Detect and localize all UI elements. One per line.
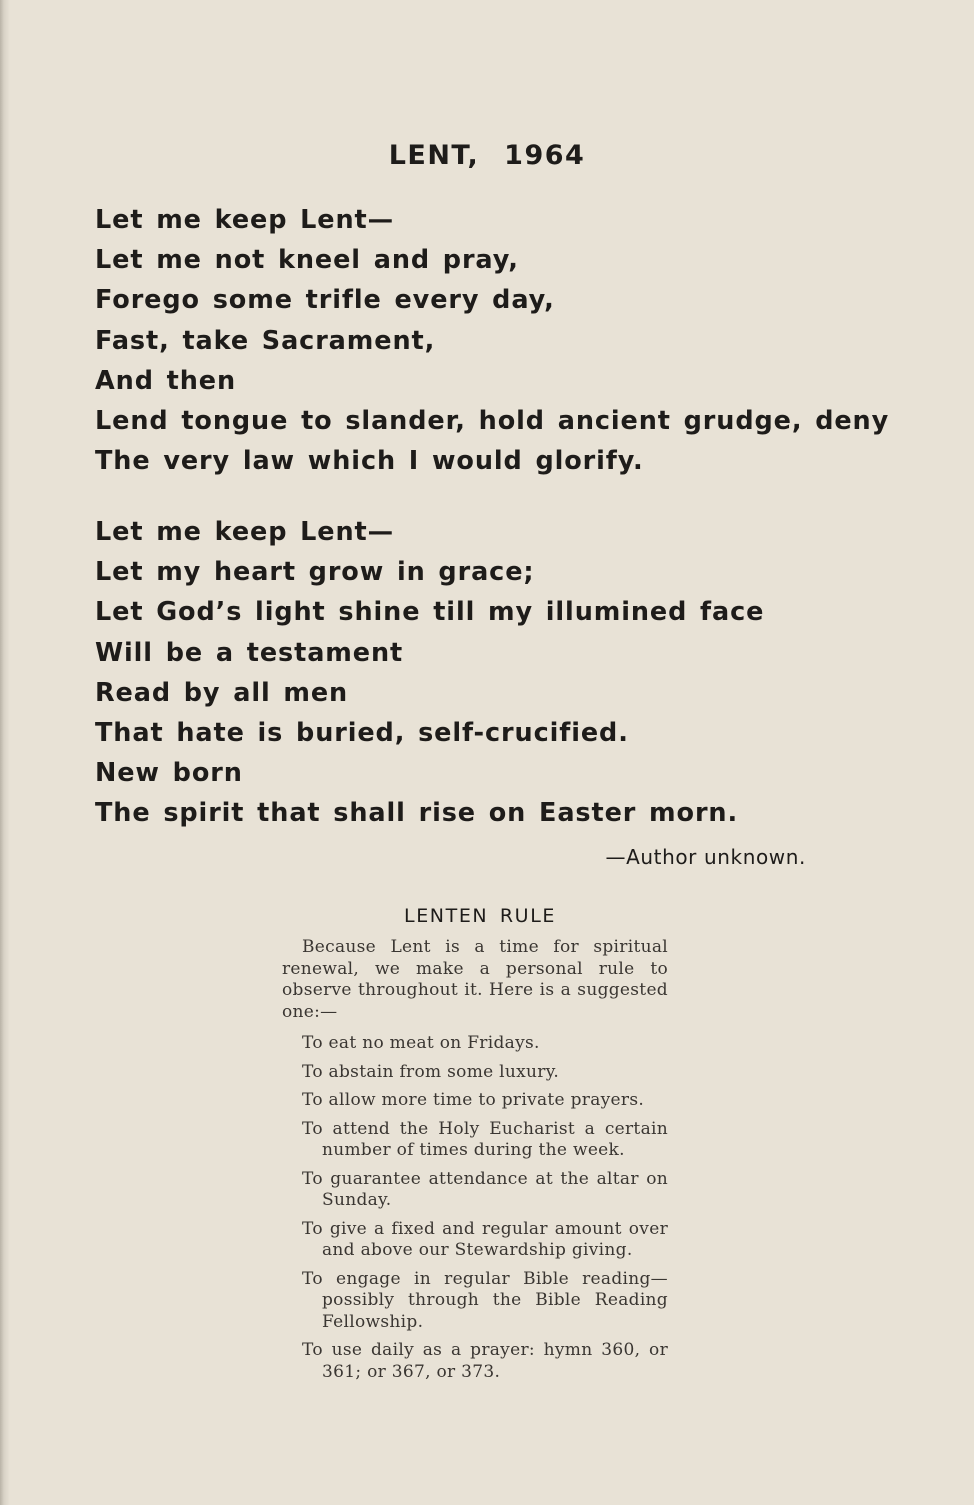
poem-line: Forego some trifle every day, xyxy=(95,285,555,316)
poem-stanza-2 xyxy=(95,512,915,834)
lenten-rule-list xyxy=(282,1033,668,1383)
rule-item: To engage in regular Bible reading—possibly through the Bible Reading Fellowship. xyxy=(302,1268,668,1332)
poem-line: The very law which I would glorify. xyxy=(95,446,644,477)
poem-line: Let me keep Lent— xyxy=(95,205,395,235)
poem-line: Let my heart grow in grace; xyxy=(95,557,535,588)
rule-item: To abstain from some luxury. xyxy=(302,1061,560,1082)
poem-line: The spirit that shall rise on Easter morn. xyxy=(95,798,739,829)
lenten-rule-title: LENTEN RULE xyxy=(404,905,556,927)
page-edge-shadow xyxy=(0,0,10,1505)
poem-title: LENT, 1964 xyxy=(388,140,586,171)
poem-line: Read by all men xyxy=(95,677,349,708)
poem-line: And then xyxy=(95,365,237,396)
poem-stanza-1 xyxy=(95,200,915,481)
rule-item: To give a fixed and regular amount over and above our Stewardship giving. xyxy=(302,1218,668,1260)
poem-line: Fast, take Sacrament, xyxy=(95,325,436,356)
rule-item: To allow more time to private prayers. xyxy=(302,1090,645,1110)
poem-line: Let me not kneel and pray, xyxy=(95,245,519,276)
lenten-rule-section xyxy=(282,905,668,1390)
rule-item: To eat no meat on Fridays. xyxy=(302,1033,540,1053)
poem-line: That hate is buried, self-crucified. xyxy=(95,717,629,748)
poem-line: New born xyxy=(95,758,243,789)
poem-line: Lend tongue to slander, hold ancient grudge, deny xyxy=(95,405,890,436)
rule-item: To attend the Holy Eucharist a certain number of times during the week. xyxy=(302,1118,668,1160)
poem-line: Let me keep Lent— xyxy=(95,517,395,547)
lenten-rule-intro: Because Lent is a time for spiritual renewal, we make a personal rule to observe throughout it. Here is a suggested one:— xyxy=(282,937,668,1022)
poem-line: Let God’s light shine till my illumined face xyxy=(95,597,765,628)
poem-attribution: —Author unknown. xyxy=(605,845,806,869)
rule-item: To guarantee attendance at the altar on Sunday. xyxy=(302,1168,668,1210)
rule-item: To use daily as a prayer: hymn 360, or 361; or 367, or 373. xyxy=(302,1340,668,1382)
poem-line: Will be a testament xyxy=(95,637,404,668)
